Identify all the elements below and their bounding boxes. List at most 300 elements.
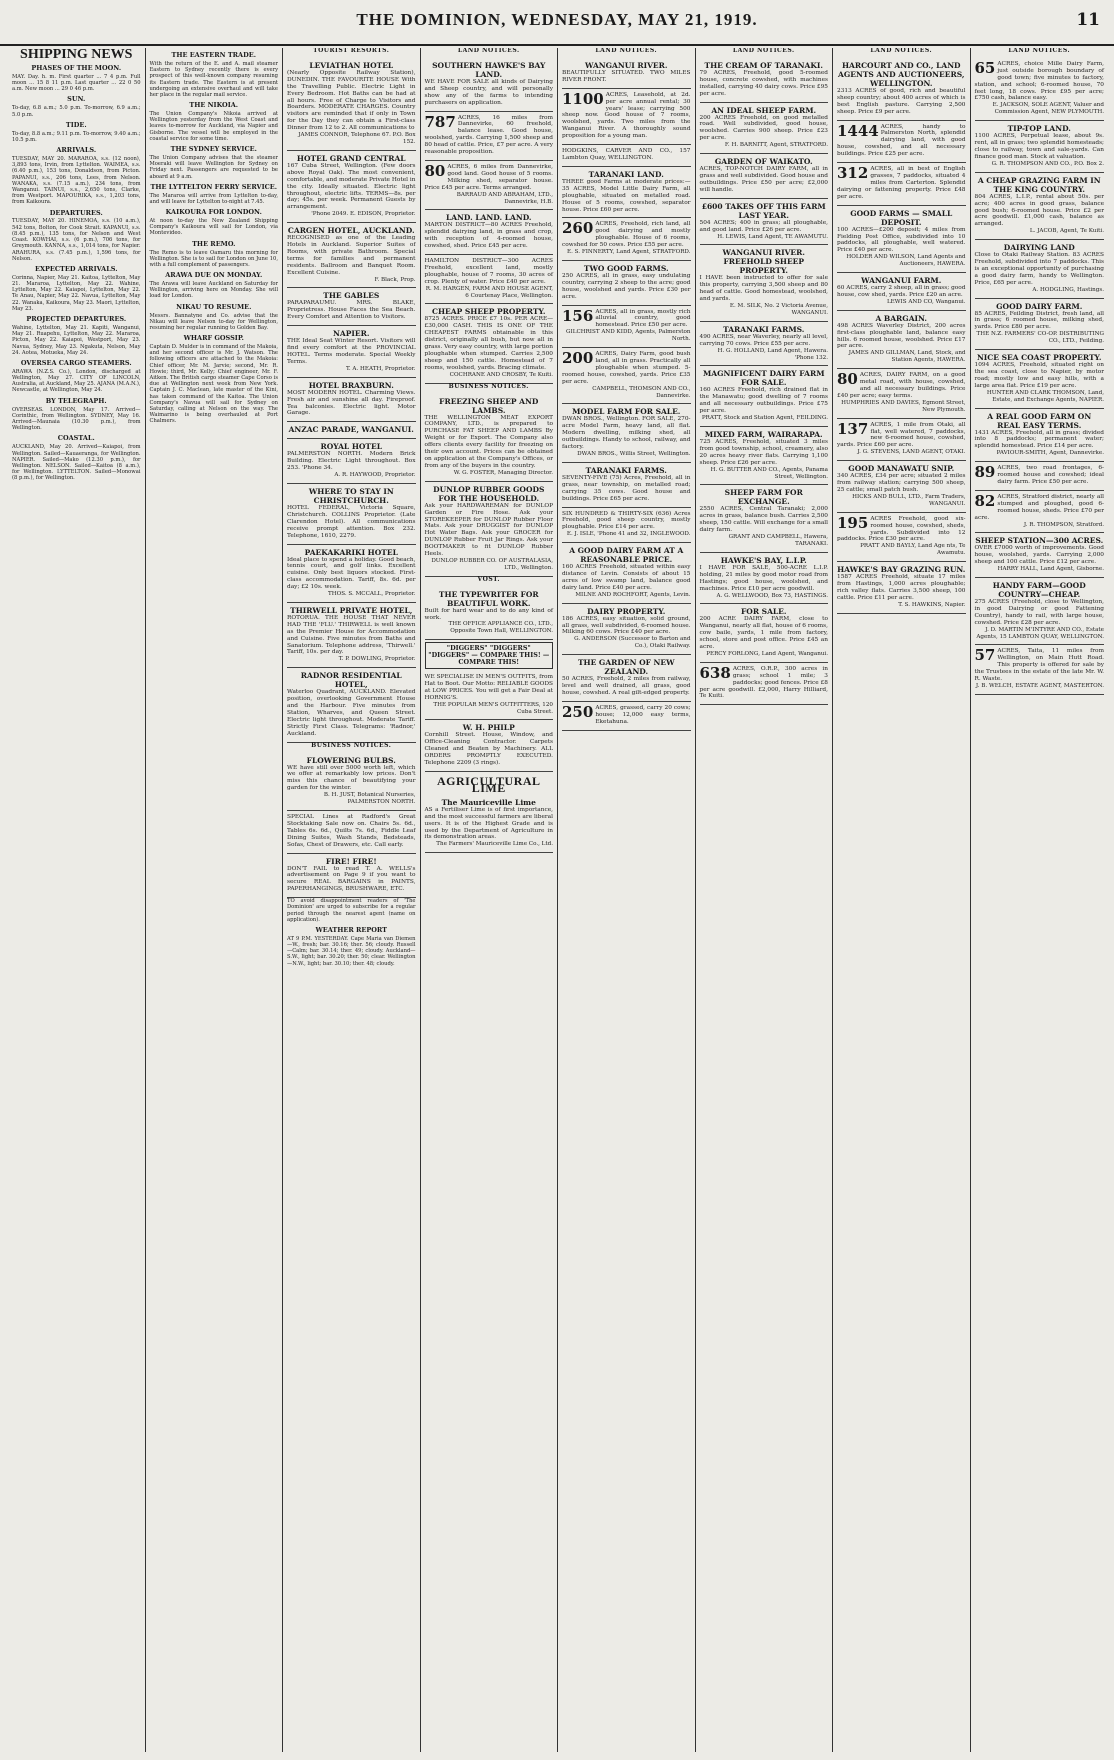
- ad-heading: FREEZING SHEEP AND LAMBS.: [439, 396, 539, 415]
- advertisement: [562, 261, 691, 306]
- ad-acreage: 57: [974, 646, 996, 665]
- advertisement: [700, 103, 829, 155]
- ad-signature: HARRY HALL, Land Agent, Gisborne.: [997, 566, 1104, 573]
- advertisement: [700, 553, 829, 605]
- ad-text: DWAN BROS., Wellington. FOR SALE, 270-acre Model Farm, heavy land, all flat. Modern dwelling, milking shed, all outbuildings. Handy to school, railway, and factory.: [562, 416, 691, 451]
- advertisement: [700, 245, 829, 321]
- subheading: DEPARTURES.: [49, 208, 103, 217]
- ad-signature: H. G. BUTTER AND CO., Agents, Panama Street, Wellington.: [710, 466, 828, 480]
- advertisement: [700, 485, 829, 552]
- ad-acreage: 137: [837, 419, 869, 438]
- ad-text: 186 ACRES, easy situation, solid ground, all grass, well subdivided, 6-roomed house. Milking 60 cows. Price £40 per acre.: [562, 615, 691, 636]
- ad-body: [425, 674, 554, 702]
- ad-heading: THE GARDEN OF NEW ZEALAND.: [577, 658, 675, 677]
- boxed-text: "DIGGERS" "DIGGERS" "DIGGERS" — COMPARE THIS! — COMPARE THIS!: [425, 642, 554, 669]
- advertisement: [425, 304, 554, 383]
- advertisement: [287, 668, 416, 742]
- column-heading: LAND NOTICES.: [870, 48, 933, 54]
- ad-heading: PAEKAKARIKI HOTEL: [304, 547, 398, 557]
- ad-text: 160 ACRES Freehold, situated within easy distance of Levin. Consists of about 15 acres of low swamp land, balance good dairy land. Price £40 per acre.: [562, 564, 691, 591]
- advertisement: [700, 604, 829, 662]
- ad-body: [700, 439, 829, 467]
- ad-signature: MILNE AND ROCHFORT, Agents, Levin.: [575, 591, 691, 598]
- page-number: 11: [1076, 10, 1100, 30]
- advertisement: [287, 439, 416, 484]
- advertisement: [975, 240, 1105, 298]
- ad-heading: DUNLOP RUBBER GOODS FOR THE HOUSEHOLD.: [433, 484, 545, 503]
- ad-body: [562, 702, 691, 726]
- ad-text: HODGKINS, CARVER AND CO., 157 Lambton Quay, WELLINGTON.: [562, 148, 691, 161]
- ad-text: 8725 ACRES. PRICE £7 10s. PER ACRE—£30,000 CASH. THIS IS ONE OF THE CHEAPEST FARMS obtainable in this district, originally all bush, but now all in grass. Very easy country, with large portion ploughable when stumped. Carries 2,500 sheep and 150 cattle. Homestead of 7 rooms, woolshed, yards. Bracing climate.: [424, 316, 553, 371]
- advertisement: [287, 545, 416, 603]
- paragraph: To-day, 8.8 a.m.; 9.11 p.m. To-morrow, 9.40 a.m.; 10.5 p.m.: [12, 130, 141, 143]
- ad-text: 50 ACRES, Freehold, 2 miles from railway, level and well drained, all grass, good house, cowshed. A real gilt-edged property.: [562, 676, 691, 696]
- masthead-title: THE DOMINION, WEDNESDAY, MAY 21, 1919.: [356, 10, 758, 29]
- ad-text: 2313 ACRES of good, rich and beautiful sheep country; about 400 acres of which is best English pasture. Carrying 2,500 sheep. Price £9 per acre.: [837, 87, 966, 115]
- ad-body: [287, 300, 416, 321]
- ad-body: [287, 557, 416, 592]
- advertisement: [425, 58, 554, 112]
- advertisement: [287, 326, 416, 378]
- ad-text: AS a Fertiliser Lime is of first importance, and the most successful farmers are liberal users. It is of the Highest Grade and is used by the Department of Agriculture in its demonstration areas.: [424, 806, 553, 841]
- ad-text: ACRES, handy to Palmerston North, splendid dairying land, with good house, cowshed, and all necessary buildings. Price £25 per acre.: [837, 123, 966, 158]
- ad-body: [700, 115, 829, 143]
- subheading: WEATHER REPORT: [315, 925, 388, 934]
- ad-text: SPECIAL Lines at Radford's Great Stocktaking Sale now on. Chairs 5s. 6d., Tables 6s. 6d., Quilts 7s. 6d., Fiddle Leaf Dining Suites, Wash Stands, Bedsteads, Sofas, Chest of Drawers, etc. Call early.: [287, 813, 416, 848]
- ad-body: [975, 430, 1105, 451]
- paragraph: ARAWA (N.Z.S. Co.), London, discharged at Wellington, May 27. CITY OF LINCOLN, Australia, at Auckland, May 25. AJANA (M.A.N.), Newcastle, at Wellington, May 24.: [12, 368, 141, 394]
- paragraph: With the return of the E. and A. mail steamer Eastern to Sydney recently there is every prospect of this well-known company resuming its Eastern trade. The Eastern is at present undergoing an extensive overhaul and will take her place in the regular mail service.: [149, 60, 278, 98]
- ad-text: HAMILTON DISTRICT—300 ACRES Freehold, excellent land, mostly ploughable, house of 7 rooms, 30 acres of crop. Plenty of water. Price £40 per acre.: [424, 258, 553, 285]
- ad-body: [287, 615, 416, 656]
- ad-text: HOTEL FEDERAL, Victoria Square, Christchurch. COLLINS Proprietor. (Late Clarendon Hotel). All communications receive prompt attention. Box 232. Telephone, 1610, 2279.: [287, 504, 416, 539]
- subheading: WHARF GOSSIP.: [183, 334, 244, 343]
- ad-signature: THOS. S. MCCALL, Proprietor.: [328, 591, 416, 598]
- ad-text: 1100 ACRES, Perpetual lease, about 9s. rent, all in grass; two splendid homesteads; close to railway, town and sale-yards. Can finance good man. Stock at valuation.: [974, 133, 1104, 160]
- ad-body: [425, 608, 554, 622]
- advertisement: [837, 419, 966, 462]
- paragraph: AUCKLAND, May 20. Arrived—Kaiapoi, from Wellington. Sailed—Kauaeranga, for Wellington. NAPIER. Sailed—Mako (12.30 p.m.), for Wellington. NELSON. Sailed—Kaitoa (8 a.m.), for Wellington. LYTTELTON. Sailed—Monowai (8 p.m.), for Wellington.: [12, 444, 141, 482]
- ad-acreage: 200: [562, 349, 594, 368]
- ad-acreage: 65: [974, 58, 996, 77]
- ad-heading: LAND. LAND. LAND.: [445, 213, 532, 223]
- ad-body: [562, 351, 691, 386]
- paragraph: Messrs. Bannatyne and Co. advise that the Nikau will leave Nelson to-day for Wellington, resuming her regular running to Golden Bay.: [149, 312, 278, 331]
- ad-heading: TARANAKI FARMS.: [723, 324, 805, 334]
- ad-acreage: 80: [837, 370, 858, 389]
- ad-heading: A GOOD DAIRY FARM AT A REASONABLE PRICE.: [569, 546, 684, 565]
- ad-body: [287, 163, 416, 211]
- subheading: COASTAL.: [57, 434, 95, 443]
- advertisement: [562, 702, 691, 731]
- ad-text: ACRES, O.R.P., 300 acres in grass; school 1 mile; 3 paddocks; good fences. Price £8 per acre goodwill. £2,000, Harry Hilliard, Te Kuiti.: [699, 665, 828, 700]
- ad-signature: E. S. FINNERTY, Land Agent, STRATFORD.: [567, 249, 691, 256]
- advertisement: [287, 288, 416, 326]
- ad-signature: PERCY FORLONG, Land Agent, Wanganui.: [706, 650, 828, 657]
- ad-signature: T. S. HAWKINS, Napier.: [898, 601, 966, 608]
- ad-body: [562, 179, 691, 214]
- ad-body: [837, 513, 966, 544]
- ad-text: 804 ACRES, L.I.P., rental about 50s. per acre; 400 acres in good grass, balance good bush; 6-roomed house. Price £2 per acre goodwill. £1,000 cash, balance as arranged.: [974, 193, 1104, 228]
- column-heading: LAND NOTICES.: [457, 48, 520, 54]
- advertisement: [700, 366, 829, 427]
- ad-signature: THE N.Z. FARMERS' CO-OP. DISTRIBUTING CO., LTD., Feilding.: [976, 331, 1104, 345]
- ad-signature: 'Phone 2049. E. EDISON, Proprietor.: [311, 211, 416, 218]
- ad-heading: DAIRY PROPERTY.: [587, 606, 666, 616]
- ad-body: [425, 258, 554, 286]
- ad-body: [425, 807, 554, 842]
- ad-acreage: 80: [424, 161, 446, 180]
- ad-signature: G. ANDERSON (Successor to Barton and Co.), Otaki Railway.: [574, 636, 691, 650]
- ad-text: 1431 ACRES, Freehold, all in grass; divided into 8 paddocks; permanent water; splendid homestead. Price £14 per acre.: [974, 429, 1104, 450]
- ad-heading: HOTEL GRAND CENTRAL: [296, 153, 406, 163]
- ad-text: Ideal place to spend a holiday. Good beach, tennis court, and golf links. Excellent cuisine. Only best liquors stocked. First-class accommodation. Tariff, 8s. 6d. per day; £2 10s. week.: [287, 556, 416, 591]
- column-heading: TOURIST RESORTS.: [313, 48, 390, 54]
- ad-heading: SOUTHERN HAWKE'S BAY LAND.: [432, 60, 546, 79]
- paragraph: Captain D. Mulder is in command of the Makoia, and her second officer is Mr. J. Watson. The following officers are attached to the Makoia: Chief officer, Mr. M. Jarvie; second, Mr. R. Howie; third, Mr. Kelly; Chief engineer, Mr. F. Aitken. The British cargo steamer Cape Corso is due at Wellington next week from New York. Captain J. C. Maclean, late master of the Kini, has taken command of the Kaitoa. The Union Company's Navua will sail for Sydney on Saturday, calling at Nelson on the way. The Waimarino is being overhauled at Port Chalmers.: [149, 344, 278, 425]
- ad-body: [837, 121, 966, 159]
- ad-heading: GOOD DAIRY FARM.: [996, 301, 1083, 311]
- ad-body: [837, 372, 966, 400]
- advertisement: [562, 348, 691, 404]
- ad-signature: L. JACOB, Agent, Te Kuiti.: [1029, 228, 1104, 235]
- column-heading: LAND NOTICES.: [732, 48, 795, 54]
- ad-body: [287, 505, 416, 540]
- column-heading: BUSINESS NOTICES.: [311, 741, 392, 749]
- ad-heading: CARGEN HOTEL, AUCKLAND.: [287, 226, 415, 236]
- ad-acreage: 260: [562, 219, 594, 238]
- ad-body: [562, 564, 691, 592]
- ad-text: 160 ACRES Freehold, rich drained flat in the Manawatu; good dwelling of 7 rooms and all necessary outbuildings. Price £75 per acre.: [699, 387, 828, 415]
- column-3: [283, 48, 421, 1752]
- advertisement: [287, 422, 416, 439]
- ad-text: I HAVE FOR SALE, 500-ACRE L.I.P. holding, 21 miles by good motor road from Hastings; good house, woolshed, and machines. Price £10 per acre goodwill.: [699, 564, 828, 592]
- ad-heading: A REAL GOOD FARM ON REAL EASY TERMS.: [987, 411, 1092, 430]
- ad-body: [425, 316, 554, 371]
- ad-heading: HOTEL BRAXBURN.: [308, 380, 394, 390]
- ad-body: [700, 166, 829, 194]
- ad-text: ACRES, Freehold, rich land, all good dairying and mostly ploughable. House of 6 rooms, cowshed for 50 cows. Price £55 per acre.: [562, 221, 691, 249]
- ad-heading: THE TYPEWRITER FOR BEAUTIFUL WORK.: [438, 589, 539, 608]
- ad-body: [425, 415, 554, 470]
- ad-signature: PRATT, Stock and Station Agent, FEILDING.: [701, 415, 828, 422]
- advertisement: [287, 854, 416, 899]
- ad-signature: THE POPULAR MEN'S OUTFITTERS, 120 Cuba Street.: [433, 701, 553, 715]
- ad-acreage: 195: [837, 513, 869, 532]
- ad-heading: THIRWELL PRIVATE HOTEL,: [290, 605, 413, 615]
- ad-signature: E. JACKSON, SOLE AGENT, Valuer and Commission Agent, NEW PLYMOUTH.: [992, 102, 1104, 116]
- ad-body: [975, 133, 1105, 161]
- ad-body: [700, 70, 829, 98]
- subheading: THE SYDNEY SERVICE.: [170, 145, 257, 154]
- advertisement: [562, 145, 691, 167]
- ad-body: [424, 112, 554, 156]
- ad-signature: J. B. WELCH, ESTATE AGENT, MASTERTON.: [975, 683, 1104, 689]
- ad-text: Built for hard wear and to do any kind of work.: [424, 607, 553, 621]
- ad-text: 2550 ACRES, Central Taranaki; 2,000 acres in grass, balance bush. Carries 2,500 sheep, 150 cattle. Will exchange for a small dairy farm.: [699, 506, 829, 534]
- paragraph: At noon to-day the New Zealand Shipping Company's Kaikoura will sail for London, via Montevideo.: [149, 217, 278, 237]
- columns-container: [8, 48, 1108, 1752]
- ad-heading: GOOD FARMS — SMALL DEPOSIT.: [850, 208, 953, 227]
- advertisement: [562, 58, 691, 89]
- ad-signature: JAMES AND GILLMAN, Land, Stock, and Station Agents, HAWERA.: [848, 350, 966, 364]
- ad-body: [425, 732, 554, 767]
- advertisement: [837, 513, 966, 562]
- ad-body: [425, 503, 554, 558]
- ad-heading: SHEEP FARM FOR EXCHANGE.: [724, 488, 803, 507]
- advertisement: [425, 795, 554, 853]
- advertisement: [837, 273, 966, 311]
- subheading: OVERSEA CARGO STEAMERS.: [20, 358, 132, 367]
- ad-text: WE SPECIALISE IN MEN'S OUTFITS, from Hat to Boot. Our Motto: RELIABLE GOODS at LOW PRICES. You will get a Fair Deal at HORNIG'S.: [424, 674, 553, 701]
- ad-body: [562, 89, 691, 140]
- subheading: NIKAU TO RESUME.: [176, 302, 252, 311]
- ad-body: [837, 473, 966, 494]
- advertisement: [975, 578, 1105, 645]
- column-7: [833, 48, 971, 1752]
- ad-heading: TWO GOOD FARMS.: [583, 263, 669, 273]
- ad-text: 100 ACRES—£200 deposit; 4 miles from Fielding Post Office, subdivided into 10 paddocks, all ploughable, well watered. Price £40 per acre.: [837, 226, 966, 254]
- ad-signature: HUMPHRIES AND DAVIES, Egmont Street, New Plymouth.: [841, 399, 966, 413]
- ad-acreage: 82: [974, 491, 996, 510]
- ad-text: WE have still over 5000 worth left, which we offer at remarkably low prices. Don't miss this chance of beautifying your garden for the winter.: [287, 764, 416, 792]
- ad-signature: E. J. ISLE, 'Phone 41 and 32, INGLEWOOD.: [566, 531, 691, 538]
- ad-signature: T. P. DOWLING, Proprietor.: [338, 656, 416, 663]
- ad-heading: HANDY FARM—GOOD COUNTRY—CHEAP.: [992, 581, 1086, 600]
- ad-acreage: 638: [699, 663, 731, 682]
- ad-body: [562, 148, 691, 162]
- ad-body: [425, 79, 554, 107]
- advertisement: [700, 154, 829, 199]
- advertisement: [700, 58, 829, 103]
- advertisement: [837, 562, 966, 614]
- advertisement: [425, 394, 554, 482]
- ad-signature: HICKS AND BULL, LTD., Farm Traders, WANGANUI.: [852, 493, 966, 507]
- ad-signature: F. Black, Prop.: [374, 276, 416, 283]
- ad-body: [974, 58, 1105, 102]
- ad-text: ACRES, 1 mile from Otaki, all flat, well watered, 7 paddocks, new 6-roomed house, cowshed, yards. Price £60 per acre.: [837, 421, 966, 449]
- subheading: SUN.: [67, 95, 86, 104]
- ad-text: ACRES, grassed, carry 20 cows; house; 12,000 easy terms, Eketahuna.: [595, 704, 691, 725]
- ad-body: [287, 70, 416, 132]
- advertisement: [562, 543, 691, 604]
- ad-heading: GARDEN OF WAIKATO.: [714, 157, 813, 167]
- ad-text: I HAVE been instructed to offer for sale this property, carrying 3,500 sheep and 80 head of cattle. Good homestead, woolshed, and yards.: [699, 275, 828, 303]
- ad-heading: TIP-TOP LAND.: [1007, 124, 1071, 134]
- ad-signature: JAMES CONNOR, Telephone 67. P.O. Box 152.: [298, 132, 416, 145]
- advertisement: [975, 491, 1105, 534]
- ad-text: ACRES, all in best of English grasses, 7 paddocks, situated 4 miles from Carterton. Splendid dairying or fattening property. Price £48 per acre.: [837, 166, 966, 200]
- ad-heading: THE GABLES: [323, 291, 380, 301]
- advertisement: [425, 255, 554, 304]
- ad-text: THREE good Farms at moderate prices:— 35 ACRES, Model Little Dairy Farm, all ploughable, situated on metalled road. House of 5 rooms, cowshed, separator house. Price £60 per acre.: [562, 178, 691, 213]
- ad-text: BEAUTIFULLY SITUATED. TWO MILES RIVER FRONT.: [562, 69, 691, 83]
- ad-body: [562, 273, 691, 301]
- ad-signature: B. H. JUST, Botanical Nurseries, PALMERSTON NORTH.: [323, 792, 416, 806]
- ad-body: [837, 285, 966, 299]
- ad-signature: R. M. HARGEN, FARM AND HOUSE AGENT, 6 Courtenay Place, Wellington.: [425, 285, 553, 299]
- paragraph: TUESDAY, MAY 20. HINEMOA, s.s. (10 a.m.), 542 tons, Bolton, for Cook Strait. KAPANUI, s.s. (8.45 p.m.), 135 tons, for Nelson and West Coast. KOWHAI, s.s. (6 p.m.), 706 tons, for Greymouth. KANNA, s.s., 1,014 tons, for Napier. ARAHURA, s.s. (7.45 p.m.), 1,596 tons, for Nelson.: [12, 218, 141, 262]
- ad-body: [562, 511, 691, 532]
- ad-body: [837, 574, 966, 602]
- ad-text: PARAPARAUMU. MRS. BLAKE, Proprietress. House Faces the Sea Beach. Every Comfort and Attention to Visitors.: [287, 300, 416, 321]
- ad-text: ACRES, 16 miles from Dannevirke, 60 freehold, balance lease. Good house, woolshed, yards. Carrying 1,500 sheep and 80 head of cattle. Price, £7 per acre. A very reasonable proposition.: [424, 114, 553, 156]
- ad-signature: THE OFFICE APPLIANCE CO., LTD., Opposite Town Hall, WELLINGTON.: [448, 621, 553, 635]
- ad-heading: WANGANUI RIVER. FREEHOLD SHEEP PROPERTY.: [722, 248, 805, 276]
- ad-heading: FIRE! FIRE!: [325, 856, 377, 866]
- advertisement: [287, 753, 416, 811]
- ad-text: ACRES Freehold, good six-roomed house, cowshed, sheds, yards. Subdivided into 12 paddocks. Price £30 per acre.: [837, 515, 966, 543]
- ad-acreage: 89: [974, 463, 996, 482]
- ad-body: [287, 765, 416, 793]
- ad-body: [562, 70, 691, 84]
- ad-heading: LEVIATHAN HOTEL: [309, 60, 394, 70]
- advertisement: [700, 663, 829, 706]
- ad-acreage: 312: [837, 164, 869, 183]
- ad-signature: G. R. THOMPSON AND CO., P.O. Box 2.: [991, 160, 1104, 167]
- paragraph: The Remo is to leave Oamaru this morning for Wellington. She is to sail for London on June 10, with a full complement of passengers.: [149, 249, 278, 268]
- ad-body: [562, 676, 691, 697]
- ad-signature: GILCHRIST AND KIDD, Agents, Palmerston North.: [566, 329, 691, 343]
- ad-body: [699, 663, 829, 701]
- ad-text: ACRES, all in grass, mostly rich alluvial country, good homestead. Price £50 per acre.: [595, 308, 691, 329]
- ad-body: [287, 235, 416, 276]
- column-6: [696, 48, 834, 1752]
- ad-heading: HAWKE'S BAY GRAZING RUN.: [837, 565, 966, 575]
- subheading: BY TELEGRAPH.: [45, 396, 107, 405]
- paragraph: OVERSEAS. LONDON, May 17. Arrived—Corinthic, from Wellington. SYDNEY, May 16. Arrived—Maunaia (10.30 p.m.), from Wellington.: [12, 406, 141, 432]
- advertisement: [837, 58, 966, 121]
- advertisement: [562, 655, 691, 702]
- column-heading: BUSINESS NOTICES.: [448, 382, 529, 390]
- advertisement: [975, 409, 1105, 463]
- column-5: [558, 48, 696, 1752]
- paragraph: Corinna, Napier, May 21. Kaitoa, Lyttelton, May 21. Mararoa, Lyttelton, May 22. Wahine, Lyttelton, May 22. Kaiapoi, Lyttelton, May 22. Te Anau, Napier, May 22. Navua, Lyttelton, May 22. Wanaka, Kaikoura, May 23. Maori, Lyttelton, May 23.: [12, 274, 141, 312]
- ad-acreage: 250: [562, 702, 594, 721]
- ad-signature: W. G. FOSTER, Managing Director.: [453, 469, 553, 476]
- ad-heading: HARCOURT AND CO., LAND AGENTS AND AUCTIONEERS, WELLINGTON.: [838, 60, 965, 88]
- ad-text: (Nearly Opposite Railway Station), DUNEDIN. THE FAVOURITE HOUSE With the Travelling Public. Electric Light in Every Bedroom. Hot Baths can be had at all hours. Free of Charge to Visitors and Boarders. MODERATE CHARGES. Country visitors are reminded that if only in Town for the Day they can obtain a First-class Dinner from 12 to 2. All communications to: [287, 69, 416, 132]
- ad-signature: The Farmers' Mauriceville Lime Co., Ltd.: [436, 841, 553, 848]
- ad-heading: TARANAKI FARMS.: [585, 465, 667, 475]
- advertisement: [287, 378, 416, 423]
- ad-acreage: 156: [562, 306, 594, 325]
- subheading: PROJECTED DEPARTURES.: [26, 315, 127, 324]
- ad-heading: ROYAL HOTEL: [320, 442, 383, 452]
- ad-acreage: 787: [424, 112, 456, 131]
- paragraph: The Arawa will leave Auckland on Saturday for Wellington, arriving here on Monday. She will load for London.: [149, 281, 278, 300]
- advertisement: [700, 427, 829, 485]
- advertisement: [287, 223, 416, 288]
- subheading: ARRIVALS.: [56, 146, 97, 155]
- ad-text: DON'T FAIL to read T. A. WELLS's advertisement on Page 9 if you want to secure REAL BARGAINS in PAINTS, PAPERHANGINGS, BRUSHWARE, ETC.: [287, 865, 416, 893]
- ad-body: [562, 416, 691, 451]
- ad-body: [975, 599, 1105, 627]
- advertisement: [425, 112, 554, 161]
- ad-text: ACRES, choice Mille Dairy Farm, just outside borough boundary of good town; five minutes to factory, station, and school; 6-roomed house, 70 feet long, 18 cows. Price £95 per acre; £750 cash, balance easy.: [974, 60, 1104, 102]
- ad-heading: NAPIER.: [333, 329, 370, 339]
- advertisement: [975, 121, 1105, 173]
- banner-heading: AGRICULTURAL LIME: [436, 773, 541, 795]
- ad-heading: MIXED FARM, WAIRARAPA.: [704, 430, 823, 439]
- ad-heading: CHEAP SHEEP PROPERTY.: [432, 307, 546, 317]
- ad-body: [700, 506, 829, 534]
- ad-heading: NICE SEA COAST PROPERTY.: [976, 353, 1102, 363]
- advertisement: [287, 151, 416, 223]
- ad-body: [700, 616, 829, 651]
- ad-signature: A. R. HAYWOOD, Proprietor.: [334, 472, 416, 479]
- ad-signature: T. A. HEATH, Proprietor.: [345, 365, 416, 372]
- ad-text: OVER £7000 worth of improvements. Good house, woolshed, yards. Carrying 2,000 sheep and 100 cattle. Price £12 per acre.: [974, 545, 1104, 566]
- advertisement: [975, 173, 1105, 240]
- ad-signature: HUNTER AND CLARK THOMSON, Land, Estate, and Exchange Agents, NAPIER.: [986, 389, 1104, 403]
- ad-text: WE HAVE FOR SALE all kinds of Dairying and Sheep country, and will personally show any of the farms to intending purchasers on application.: [424, 78, 553, 106]
- ad-body: [424, 161, 554, 192]
- ad-text: ACRES, Stratford district, nearly all stumped and ploughed, good 6-roomed house, sheds. Price £70 per acre.: [974, 493, 1104, 521]
- advertisement: [287, 484, 416, 545]
- ad-signature: J. D. MARTIN M'INTYRE AND CO., Estate Agents, 15 LAMBTON QUAY, WELLINGTON.: [976, 626, 1104, 640]
- ad-body: [287, 814, 416, 849]
- ad-heading: WHERE TO STAY IN CHRISTCHURCH.: [308, 486, 394, 505]
- ad-text: Close to Otaki Railway Station. 83 ACRES Freehold, subdivided into 7 paddocks. This is an exceptional opportunity of purchasing a good dairy farm, handy to Wellington. Price, £65 per acre.: [974, 252, 1104, 286]
- advertisement: [837, 206, 966, 273]
- column-8: [971, 48, 1109, 1752]
- ad-body: [562, 616, 691, 637]
- ad-body: [975, 545, 1105, 566]
- ad-text: SIX HUNDRED & THIRTY-SIX (636) Acres Freehold, good sheep country, mostly ploughable. Price £14 per acre.: [562, 510, 691, 531]
- ad-text: 498 ACRES Waverley District, 200 acres first-class ploughable land, balance easy hills. 6 roomed house, woolshed. Price £17 per acre.: [837, 322, 966, 350]
- ad-body: [562, 306, 691, 330]
- ad-heading: FLOWERING BULBS.: [306, 755, 396, 765]
- advertisement: [562, 89, 691, 145]
- ad-signature: H. LEWIS, Land Agent, TE AWAMUTU.: [717, 233, 828, 240]
- advertisement: [562, 218, 691, 261]
- ad-heading: SHEEP STATION—300 ACRES.: [975, 536, 1104, 546]
- ad-body: [562, 475, 691, 503]
- ad-heading: THE CREAM OF TARANAKI.: [704, 60, 823, 70]
- ad-heading: TARANAKI LAND.: [588, 169, 664, 179]
- ad-body: [975, 465, 1105, 486]
- column-1: [8, 48, 146, 1752]
- ad-body: [837, 323, 966, 351]
- subheading: TIDE.: [65, 120, 87, 129]
- ad-body: [287, 338, 416, 366]
- ad-text: 275 ACRES (Freehold, close to Wellington, in good Dairying or good Fattening Country), handy to rail, with large house, cowshed. Price £28 per acre.: [974, 599, 1104, 626]
- section-title: SHIPPING NEWS: [20, 48, 133, 62]
- ad-heading: WANGANUI FARM.: [861, 276, 942, 286]
- ad-heading: £600 TAKES OFF THIS FARM LAST YEAR.: [701, 201, 826, 220]
- ad-text: 725 ACRES, Freehold, situated 3 miles from good township, school, creamery, also 20 acres heavy river flats. Carrying 1,100 sheep. Price £26 per acre.: [699, 439, 828, 466]
- ad-body: [837, 166, 966, 201]
- ad-body: [700, 565, 829, 593]
- ad-text: 250 ACRES, all in grass, easy undulating country, carrying 2 sheep to the acre; good house, woolshed and yards. Price £30 per acre.: [562, 272, 691, 300]
- ad-text: 1094 ACRES, Freehold, situated right on the sea coast, close to Napier, by motor road; mostly low and easy hills, with a large area flat. Price £19 per acre.: [974, 362, 1104, 389]
- ad-body: [700, 334, 829, 348]
- ad-text: 200 ACRES Freehold, on good metalled road. Well subdivided, good house, woolshed. Carries 900 sheep. Price £23 per acre.: [699, 114, 828, 142]
- advertisement: [700, 322, 829, 367]
- ad-body: [975, 194, 1105, 229]
- advertisement: [425, 671, 554, 720]
- ad-heading: MAGNIFICENT DAIRY FARM FOR SALE.: [703, 369, 825, 388]
- advertisement: [975, 299, 1105, 351]
- advertisement: [837, 369, 966, 418]
- column-heading: LAND NOTICES.: [1008, 48, 1071, 54]
- ad-body: [287, 689, 416, 737]
- ad-body: [287, 451, 416, 472]
- ad-text: 79 ACRES, Freehold, good 5-roomed house, concrete cowshed, with machines installed, carrying 40 dairy cows. Price £95 per acre.: [699, 69, 828, 97]
- advertisement: [562, 404, 691, 462]
- ad-body: [837, 88, 966, 116]
